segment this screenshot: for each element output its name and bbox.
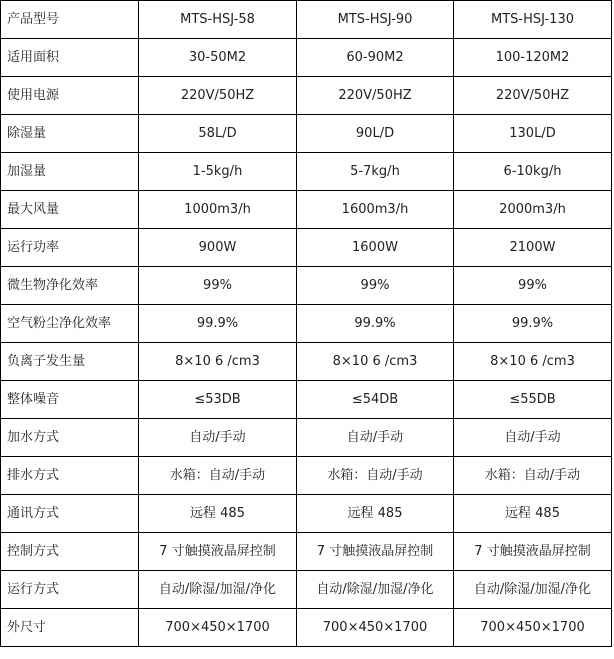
row-label: 除湿量 — [1, 115, 139, 153]
table-cell: ≤55DB — [454, 381, 612, 419]
row-label: 加湿量 — [1, 153, 139, 191]
table-cell: 99.9% — [139, 305, 297, 343]
table-cell: 60-90M2 — [297, 39, 454, 77]
table-cell: 自动/手动 — [454, 419, 612, 457]
table-cell: 8×10 6 /cm3 — [454, 343, 612, 381]
table-cell: 700×450×1700 — [139, 609, 297, 647]
table-cell: 220V/50HZ — [454, 77, 612, 115]
table-cell: 8×10 6 /cm3 — [139, 343, 297, 381]
table-cell: 7 寸触摸液晶屏控制 — [454, 533, 612, 571]
table-cell: 220V/50HZ — [297, 77, 454, 115]
row-label: 适用面积 — [1, 39, 139, 77]
spec-table-body — [1, 1, 612, 647]
table-cell: 130L/D — [454, 115, 612, 153]
row-label: 整体噪音 — [1, 381, 139, 419]
row-label: 微生物净化效率 — [1, 267, 139, 305]
table-cell: MTS-HSJ-90 — [297, 1, 454, 39]
table-cell: 远程 485 — [454, 495, 612, 533]
row-label: 外尺寸 — [1, 609, 139, 647]
row-label: 最大风量 — [1, 191, 139, 229]
row-label: 运行功率 — [1, 229, 139, 267]
table-cell: 水箱：自动/手动 — [454, 457, 612, 495]
table-cell: 99.9% — [454, 305, 612, 343]
table-cell: 700×450×1700 — [454, 609, 612, 647]
row-label: 加水方式 — [1, 419, 139, 457]
table-cell: ≤53DB — [139, 381, 297, 419]
table-row — [1, 115, 612, 153]
row-label: 负离子发生量 — [1, 343, 139, 381]
table-cell: 水箱：自动/手动 — [139, 457, 297, 495]
table-cell: 90L/D — [297, 115, 454, 153]
table-cell: 2000m3/h — [454, 191, 612, 229]
table-cell: 6-10kg/h — [454, 153, 612, 191]
table-cell: 30-50M2 — [139, 39, 297, 77]
table-row — [1, 381, 612, 419]
table-cell: ≤54DB — [297, 381, 454, 419]
table-cell: 1000m3/h — [139, 191, 297, 229]
table-row — [1, 457, 612, 495]
table-row — [1, 77, 612, 115]
table-cell: 99% — [297, 267, 454, 305]
row-label: 排水方式 — [1, 457, 139, 495]
table-cell: 自动/手动 — [297, 419, 454, 457]
table-cell: 99% — [454, 267, 612, 305]
table-cell: 99.9% — [297, 305, 454, 343]
table-row — [1, 533, 612, 571]
table-row — [1, 305, 612, 343]
table-cell: 58L/D — [139, 115, 297, 153]
table-cell: 1600W — [297, 229, 454, 267]
table-cell: 8×10 6 /cm3 — [297, 343, 454, 381]
table-cell: 700×450×1700 — [297, 609, 454, 647]
table-cell: 远程 485 — [297, 495, 454, 533]
table-cell: MTS-HSJ-130 — [454, 1, 612, 39]
row-label: 空气粉尘净化效率 — [1, 305, 139, 343]
table-cell: 1600m3/h — [297, 191, 454, 229]
table-cell: 99% — [139, 267, 297, 305]
table-cell: 1-5kg/h — [139, 153, 297, 191]
table-row — [1, 267, 612, 305]
table-cell: 900W — [139, 229, 297, 267]
table-row — [1, 571, 612, 609]
row-label: 使用电源 — [1, 77, 139, 115]
table-row — [1, 229, 612, 267]
table-cell: 5-7kg/h — [297, 153, 454, 191]
table-cell: 水箱：自动/手动 — [297, 457, 454, 495]
table-cell: 自动/手动 — [139, 419, 297, 457]
table-cell: 自动/除湿/加湿/净化 — [297, 571, 454, 609]
table-row — [1, 419, 612, 457]
table-cell: 自动/除湿/加湿/净化 — [139, 571, 297, 609]
table-row — [1, 153, 612, 191]
row-label: 运行方式 — [1, 571, 139, 609]
table-cell: MTS-HSJ-58 — [139, 1, 297, 39]
table-row — [1, 609, 612, 647]
table-cell: 自动/除湿/加湿/净化 — [454, 571, 612, 609]
table-cell: 2100W — [454, 229, 612, 267]
table-cell: 7 寸触摸液晶屏控制 — [297, 533, 454, 571]
table-cell: 220V/50HZ — [139, 77, 297, 115]
row-label: 产品型号 — [1, 1, 139, 39]
row-label: 控制方式 — [1, 533, 139, 571]
table-row — [1, 343, 612, 381]
table-row — [1, 1, 612, 39]
table-row — [1, 495, 612, 533]
table-row — [1, 39, 612, 77]
table-cell: 7 寸触摸液晶屏控制 — [139, 533, 297, 571]
table-row — [1, 191, 612, 229]
row-label: 通讯方式 — [1, 495, 139, 533]
table-cell: 100-120M2 — [454, 39, 612, 77]
table-cell: 远程 485 — [139, 495, 297, 533]
